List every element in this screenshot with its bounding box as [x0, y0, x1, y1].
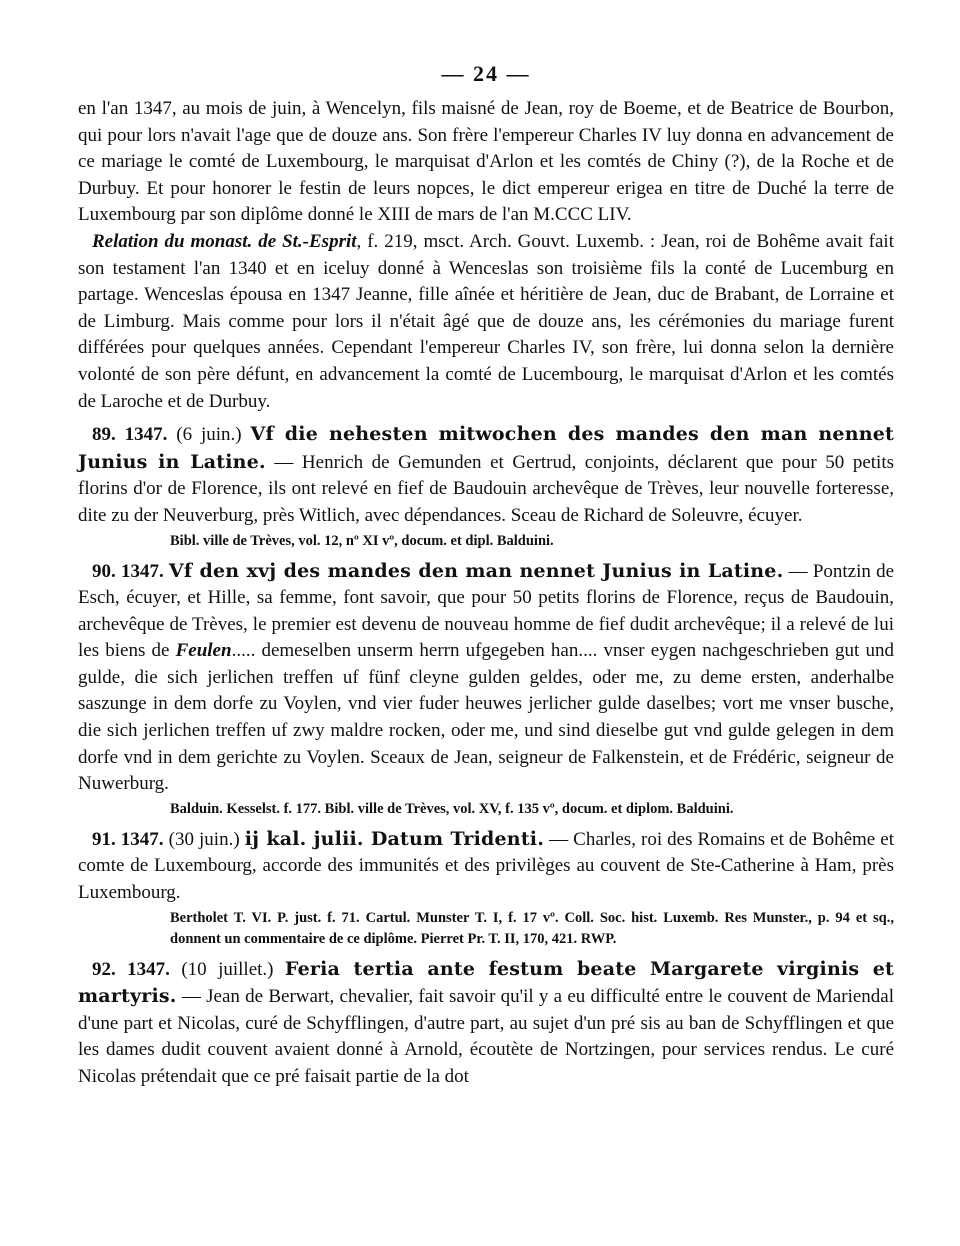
entry-92-text: — Jean de Berwart, chevalier, fait savoir qu'il y a eu difficulté entre le couvent de Mariendal d'une part et Nicolas, curé de Schyfflingen, d'autre part, au sujet d'un pré sis au ban de Schyfflingen et que les dames dudit couvent avaient donné à Arnold, écoutète de Nortzingen, pour services rendus. Le curé Nicolas prétendait que ce pré faisait partie de la dot — [78, 986, 894, 1087]
entry-91-source: Bertholet T. VI. P. just. f. 71. Cartul. Munster T. I, f. 17 vº. Coll. Soc. hist. Luxemb. Res Munster., p. 94 et sq., donnent un commentaire de ce diplôme. Pierret Pr. T. II, 170, 421. RWP. — [170, 909, 894, 947]
entry-89-source: Bibl. ville de Trèves, vol. 12, nº XI vº, docum. et dipl. Balduini. — [170, 532, 554, 549]
entry-89 — [78, 421, 894, 529]
entry-89-date: (6 juin.) — [176, 424, 242, 446]
entry-90-text-a: — Pontzin de Esch, écuyer, et Hille, sa femme, font savoir, que pour 50 petits florins de Florence, reçus de Baudouin, archevêque de Trèves, le premier est devenu de nouveau homme de fief dudit archevêque; il a relevé de lui les biens de — [78, 560, 895, 662]
entry-90 — [78, 558, 894, 798]
entry-91-number: 91. 1347. — [92, 828, 164, 850]
entry-89-heading: Vf die nehesten mitwochen des mandes den man nennet Junius in Latine. — [78, 423, 895, 473]
entry-90-number: 90. 1347. — [92, 560, 164, 582]
entry-92-number: 92. 1347. — [92, 958, 170, 980]
relation-text: , f. 219, msct. Arch. Gouvt. Luxemb. : Jean, roi de Bohême avait fait son testament l'an 1340 et en iceluy donné à Wenceslas son troisième fils la conté de Lucemburg en partage. Wenceslas épousa en 1347 Jeanne, fille aînée et héritière de Jean, duc de Brabant, de Lorraine et de Limburg. Mais comme pour lors il n'était âgé que de douze ans, les cérémonies du mariage furent différées pour quelques années. Cependant l'empereur Charles IV, son frère, lui donna selon la dernière volonté de son père défunt, en advancement la comté de Lucembourg, le marquisat d'Arlon et les comtés de Laroche et de Durbuy. — [78, 230, 894, 412]
entry-91 — [78, 826, 894, 907]
entry-90-heading: Vf den xvj des mandes den man nennet Junius in Latine. — [168, 559, 784, 582]
entry-90-text-b: ..... demeselben unserm herrn ufgegeben han.... vnser eygen nachgeschrieben gut und gulde, die sich jerlichen treffen uf fünf cleyne gulden geldes, oder me, zu deme ersten, anderhalbe saszunge in dem dorfe zu Voylen, vnd vier fuder heuwes jerlicher gulde daselbes; vort me vnser busche, die sich jerlichen treffen uf zwy maldre rocken, oder me, und sind dieselbe gut vnd gulde gelegen in dem dorfe vnd in dem gerichte zu Voylen. Sceaux de Jean, seigneur de Falkenstein, et de Frédéric, seigneur de Nuwerburg. — [78, 640, 894, 795]
intro-paragraph: en l'an 1347, au mois de juin, à Wencelyn, fils maisné de Jean, roy de Boeme, et de Beatrice de Bourbon, qui pour lors n'avait l'age que de douze ans. Son frère l'empereur Charles IV luy donna en advancement de ce mariage le comté de Luxembourg, le marquisat d'Arlon et les comtés de Chiny (?), de la Roche et de Durbuy. Et pour honorer le festin de leurs nopces, le dict empereur erigea en titre de Duché la terre de Luxembourg par son diplôme donné le XIII de mars de l'an M.CCC LIV. — [78, 98, 894, 226]
entry-89-text: — Henrich de Gemunden et Gertrud, conjoints, déclarent que pour 50 petits florins d'or de Florence, ils ont relevé en fief de Baudouin archevêque de Trèves, leur nouvelle forteresse, dite zu der Neuverburg, près Witlich, avec dépendances. Sceau de Richard de Soleuvre, écuyer. — [78, 451, 894, 526]
entry-90-italic: Feulen — [175, 640, 232, 662]
page-number: — 24 — — [441, 61, 531, 86]
entry-92 — [78, 956, 894, 1091]
entry-92-heading: Feria tertia ante festum beate Margarete virginis et martyris. — [78, 957, 895, 1008]
entry-91-text: — Charles, roi des Romains et de Bohême et comte de Luxembourg, accorde des immunités et des privilèges au couvent de Ste-Catherine à Ham, près Luxembourg. — [78, 828, 895, 904]
entry-92-date: (10 juillet.) — [181, 958, 274, 980]
relation-source: Relation du monast. de St.-Esprit — [92, 230, 357, 252]
entry-89-number: 89. 1347. — [92, 424, 168, 446]
relation-paragraph — [78, 229, 894, 415]
entry-91-heading: ij kal. julii. Datum Tridenti. — [244, 827, 545, 850]
entry-90-source: Balduin. Kesselst. f. 177. Bibl. ville de Trèves, vol. XV, f. 135 vº, docum. et diplom. Balduini. — [170, 800, 734, 817]
entry-91-date: (30 juin.) — [168, 828, 240, 850]
